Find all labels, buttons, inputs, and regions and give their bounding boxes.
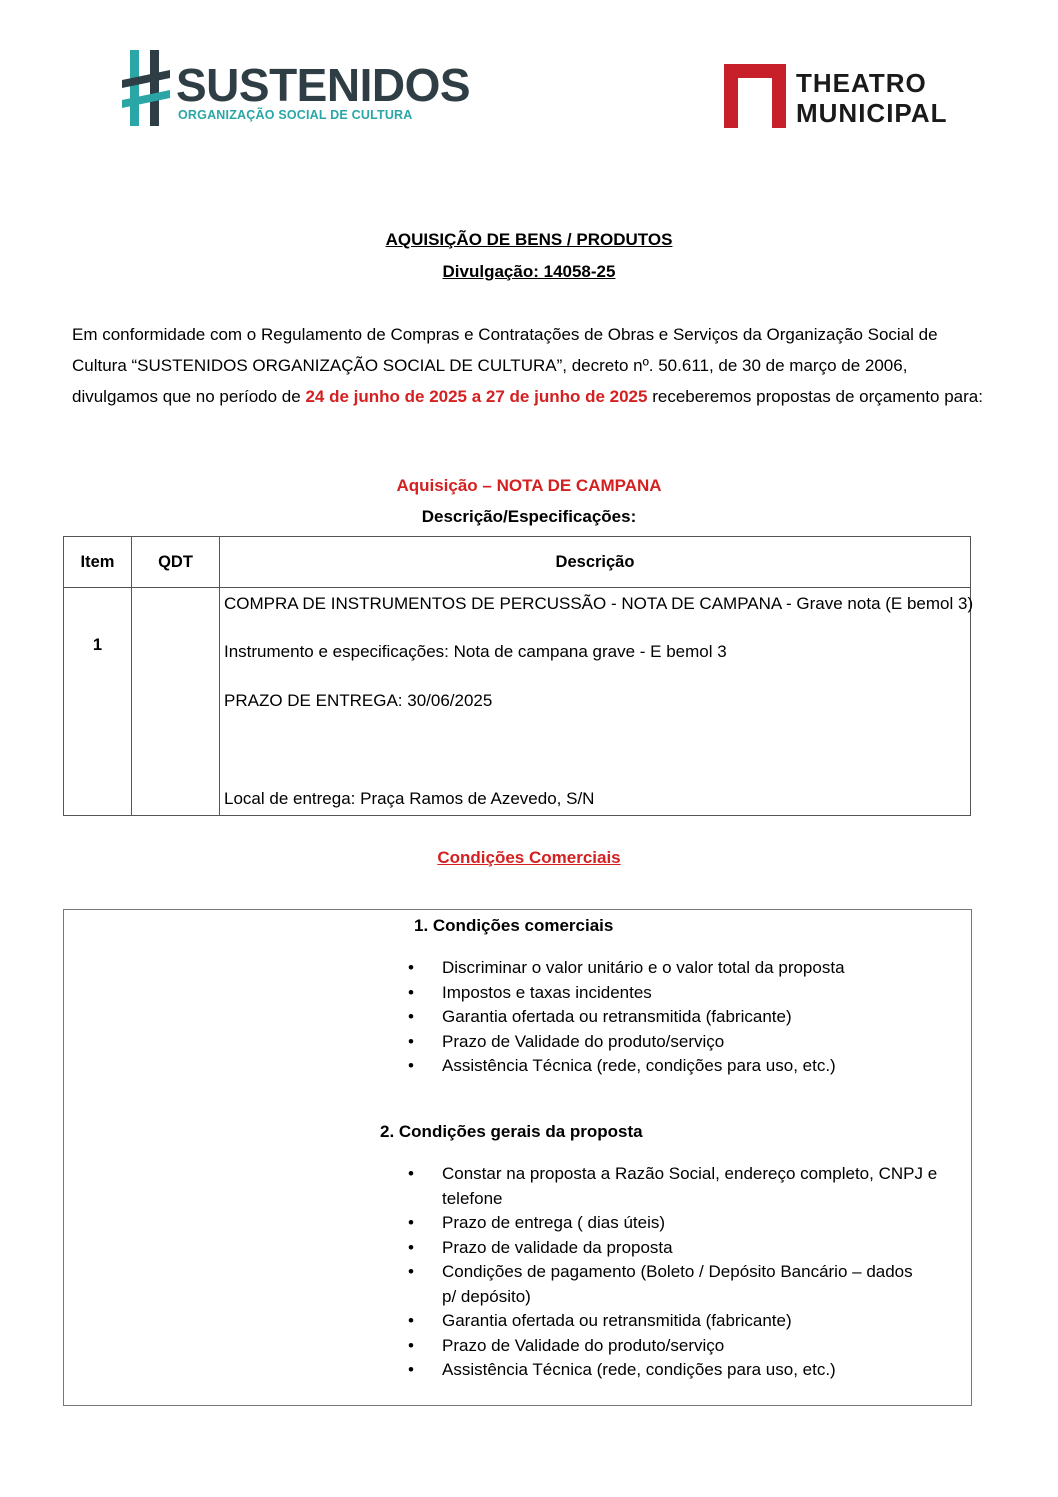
intro-text-2: receberemos propostas de orçamento para: (647, 387, 983, 406)
theatro-municipal-logo (724, 64, 964, 132)
list-item: • Assistência Técnica (rede, condições para uso, etc.) (404, 1054, 944, 1079)
description-line-4: Local de entrega: Praça Ramos de Azevedo, S/N (224, 789, 595, 808)
list-item: • Garantia ofertada ou retransmitida (fabricante) (404, 1309, 966, 1334)
theatro-line1: THEATRO (796, 68, 927, 98)
list-item: • Prazo de Validade do produto/serviço (404, 1334, 966, 1359)
disclosure-number-text: Divulgação: 14058-25 (442, 262, 616, 281)
sustenidos-subtitle: ORGANIZAÇÃO SOCIAL DE CULTURA (178, 108, 413, 122)
commercial-heading (0, 848, 1058, 868)
sustenidos-wordmark-text: SUSTENIDOS (176, 59, 471, 111)
hash-icon (122, 48, 172, 128)
items-table (63, 536, 974, 816)
table-row (64, 588, 971, 816)
row-qdt (132, 588, 220, 816)
list-item: • Impostos e taxas incidentes (404, 981, 944, 1006)
intro-period: 24 de junho de 2025 a 27 de junho de 2025 (305, 387, 648, 406)
sustenidos-wordmark (176, 59, 471, 111)
header-qdt: QDT (132, 537, 220, 588)
section2-title: 2. Condições gerais da proposta (380, 1122, 643, 1141)
disclosure-number (0, 262, 1058, 282)
list-item: • Assistência Técnica (rede, condições para uso, etc.) (404, 1358, 966, 1383)
acquisition-title: Aquisição – NOTA DE CAMPANA (396, 476, 662, 495)
list-item: • Prazo de entrega ( dias úteis) (404, 1211, 966, 1236)
section2-list (404, 1162, 966, 1383)
intro-paragraph (72, 319, 992, 412)
description-line-2: Instrumento e especificações: Nota de campana grave - E bemol 3 (224, 642, 727, 661)
description-line-3: PRAZO DE ENTREGA: 30/06/2025 (224, 691, 493, 710)
document-title-text: AQUISIÇÃO DE BENS / PRODUTOS (385, 230, 673, 249)
theatro-frame-icon (724, 64, 786, 128)
theatro-line2: MUNICIPAL (796, 98, 948, 128)
acquisition-subtitle: Descrição/Especificações: (421, 507, 637, 526)
document-title (0, 230, 1058, 250)
list-item: • Garantia ofertada ou retransmitida (fabricante) (404, 1005, 944, 1030)
table-header-row (64, 537, 971, 588)
list-item: • Discriminar o valor unitário e o valor total da proposta (404, 956, 944, 981)
list-item: • Prazo de validade da proposta (404, 1236, 966, 1261)
intro-text-1: Em conformidade com o Regulamento de Compras e Contratações de Obras e Serviços da Organização Social de Cultura “SUSTENIDOS ORGANIZAÇÃO SOCIAL DE CULTURA”, decreto nº. 50.611, de 30 de março de 2006, divulgamos que no período de (72, 325, 938, 406)
list-item: • Constar na proposta a Razão Social, endereço completo, CNPJ e telefone (404, 1162, 966, 1211)
commercial-heading-text: Condições Comerciais (437, 848, 621, 867)
header-item: Item (64, 537, 132, 588)
row-item-number: 1 (64, 588, 132, 816)
section1-list (404, 956, 944, 1079)
header-description: Descrição (220, 537, 971, 588)
list-item: • Condições de pagamento (Boleto / Depósito Bancário – dados p/ depósito) (404, 1260, 966, 1309)
conditions-box (63, 909, 972, 1406)
section1-title: 1. Condições comerciais (414, 916, 614, 935)
sustenidos-logo (122, 48, 471, 130)
list-item: • Prazo de Validade do produto/serviço (404, 1030, 944, 1055)
description-line-1: COMPRA DE INSTRUMENTOS DE PERCUSSÃO - NOTA DE CAMPANA - Grave nota (E bemol 3) (224, 594, 974, 613)
